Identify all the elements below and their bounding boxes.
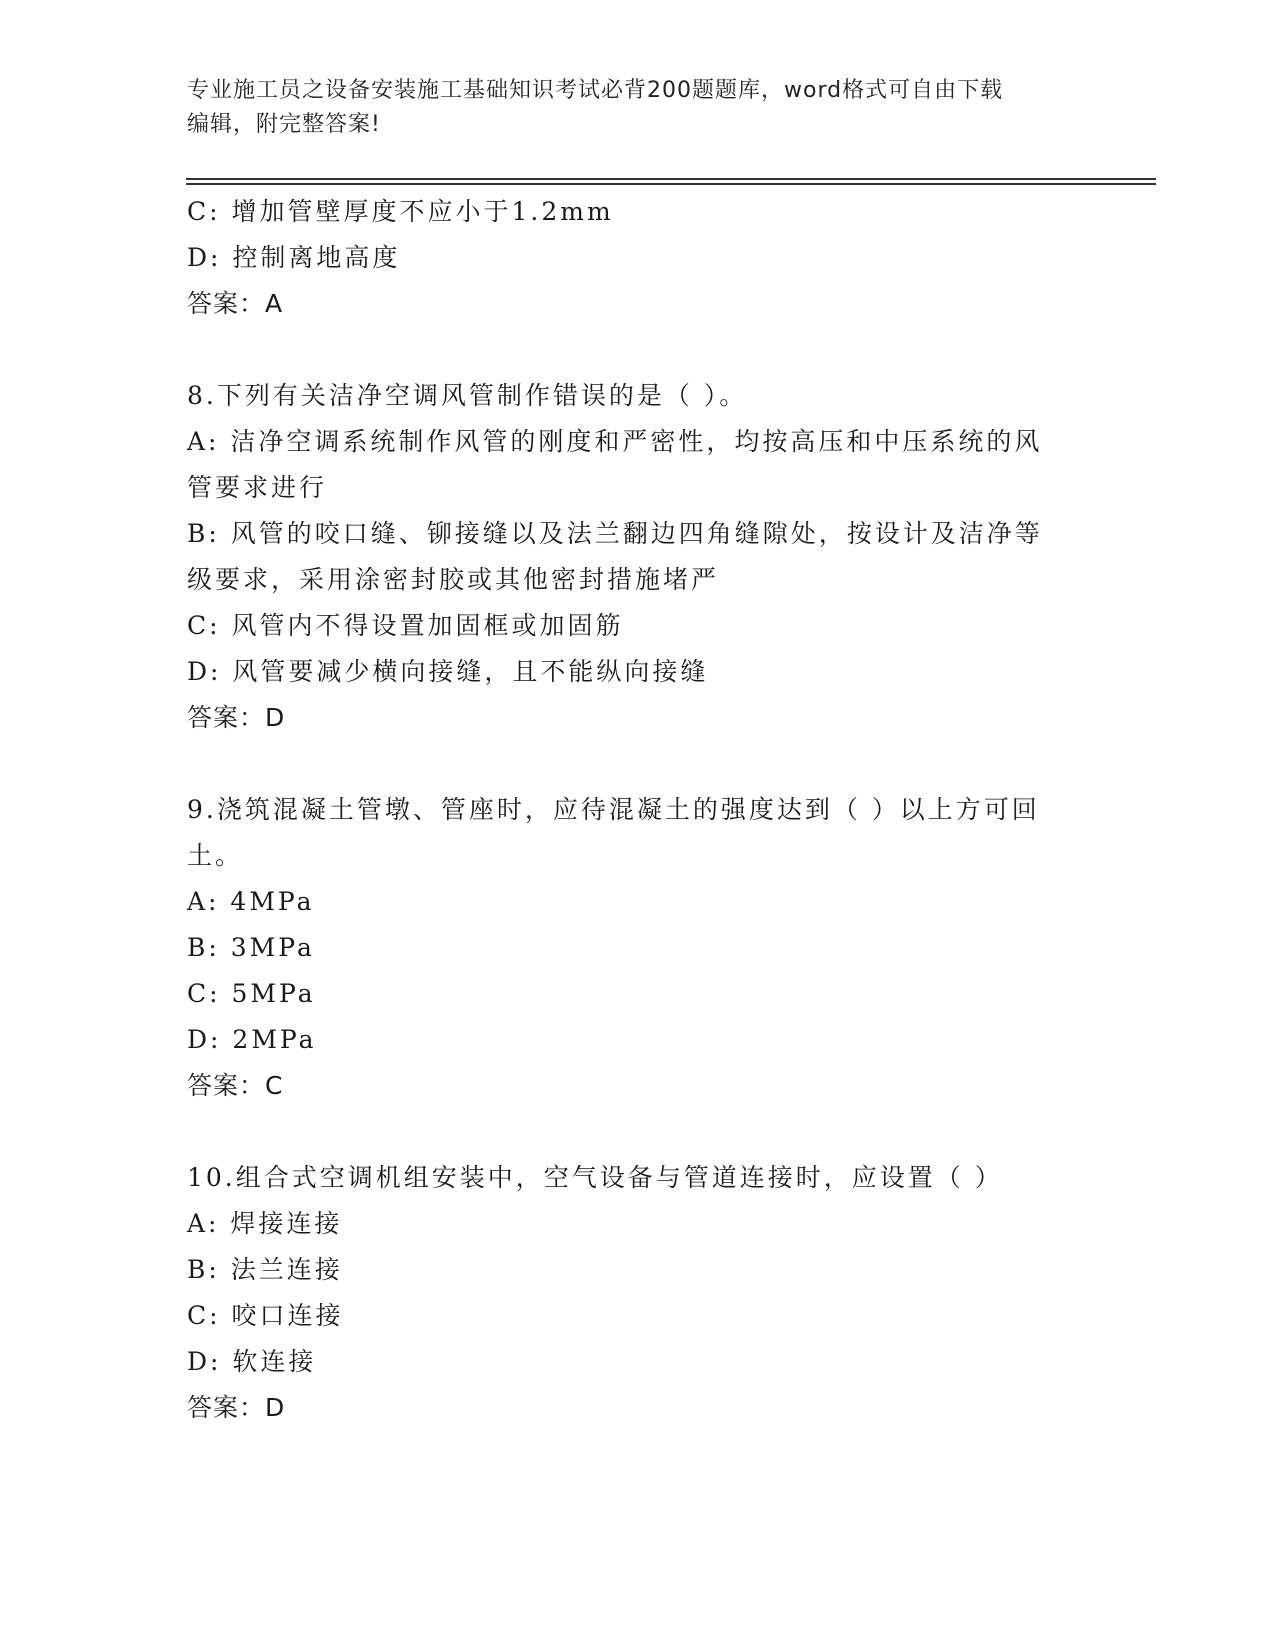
document-header — [187, 74, 1087, 142]
option-a: A: 焊接连接 — [187, 1209, 343, 1238]
question-10 — [187, 1155, 1087, 1431]
option-d: D: 软连接 — [187, 1347, 317, 1376]
option-c: C: 增加管壁厚度不应小于1.2mm — [187, 197, 614, 226]
spacer — [187, 741, 1087, 787]
option-b: B: 3MPa — [187, 933, 315, 962]
answer: 答案：D — [187, 703, 286, 732]
option-b-line-1: B: 风管的咬口缝、铆接缝以及法兰翻边四角缝隙处，按设计及洁净等 — [187, 519, 1043, 548]
option-c: C: 5MPa — [187, 979, 316, 1008]
question-text-line-1: 9.浇筑混凝土管墩、管座时，应待混凝土的强度达到（ ）以上方可回 — [187, 795, 1040, 824]
spacer — [187, 327, 1087, 373]
option-c: C: 咬口连接 — [187, 1301, 344, 1330]
answer: 答案：A — [187, 289, 284, 318]
header-divider-bottom — [186, 183, 1156, 185]
option-b-line-2: 级要求，采用涂密封胶或其他密封措施堵严 — [187, 565, 720, 594]
question-text-line-2: 土。 — [187, 841, 244, 870]
option-c: C: 风管内不得设置加固框或加固筋 — [187, 611, 624, 640]
option-d: D: 2MPa — [187, 1025, 317, 1054]
question-9 — [187, 787, 1087, 1109]
header-line-2: 编辑，附完整答案! — [187, 112, 381, 137]
option-d: D: 控制离地高度 — [187, 243, 401, 272]
option-a-line-2: 管要求进行 — [187, 473, 328, 502]
option-b: B: 法兰连接 — [187, 1255, 343, 1284]
question-8 — [187, 373, 1087, 741]
answer: 答案：C — [187, 1071, 284, 1100]
question-text: 8.下列有关洁净空调风管制作错误的是（ ）。 — [187, 381, 748, 410]
header-line-1: 专业施工员之设备安装施工基础知识考试必背200题题库，word格式可自由下载 — [187, 78, 1004, 103]
option-a: A: 4MPa — [187, 887, 315, 916]
question-text: 10.组合式空调机组安装中，空气设备与管道连接时，应设置（ ） — [187, 1163, 1003, 1192]
question-7-tail — [187, 189, 1087, 327]
question-list — [187, 189, 1087, 1431]
option-a-line-1: A: 洁净空调系统制作风管的刚度和严密性，均按高压和中压系统的风 — [187, 427, 1043, 456]
spacer — [187, 1109, 1087, 1155]
header-divider-top — [186, 178, 1156, 180]
option-d: D: 风管要减少横向接缝，且不能纵向接缝 — [187, 657, 709, 686]
answer: 答案：D — [187, 1393, 286, 1422]
